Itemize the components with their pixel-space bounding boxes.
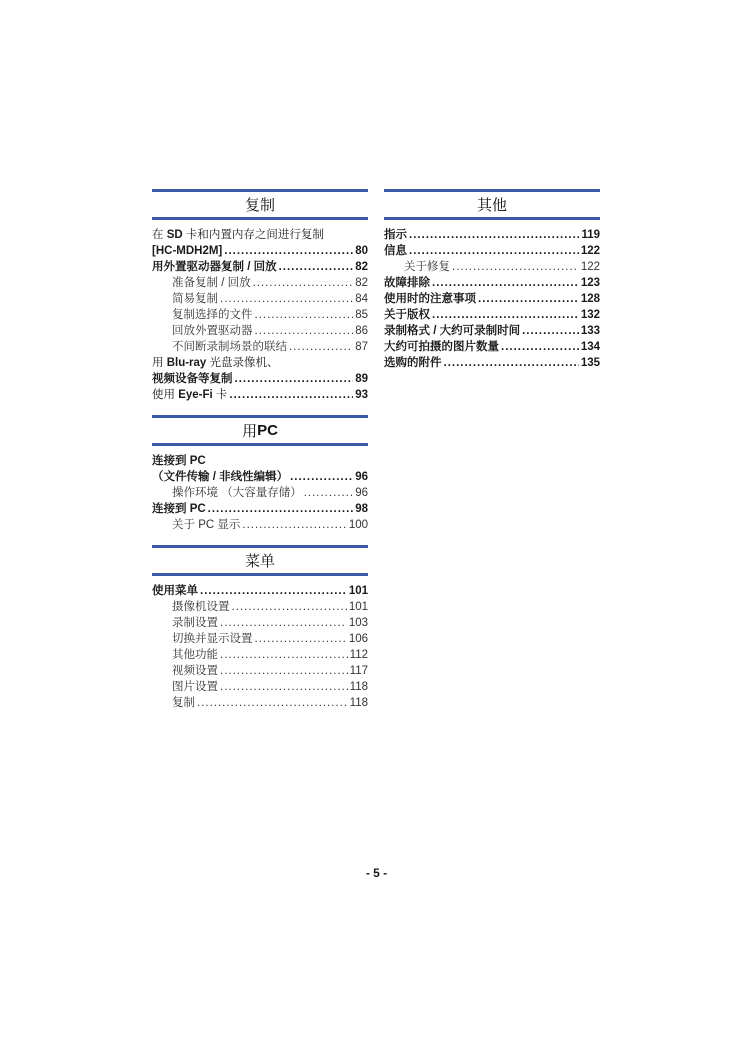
- leader-dots: [220, 615, 347, 631]
- leader-dots: [444, 355, 579, 371]
- leader-dots: [452, 259, 579, 275]
- other-entries: [384, 227, 600, 371]
- toc-entry-video-device-copy[interactable]: 视频设备等复制 ..... 89: [152, 371, 368, 387]
- leader-dots: [409, 243, 579, 259]
- page-number-footer: - 5 -: [365, 866, 388, 880]
- page-number: 133: [580, 325, 600, 337]
- toc-subentry[interactable]: 其他功能 ..... 112: [152, 647, 368, 663]
- menu-entries: [152, 583, 368, 711]
- copy-entries: [152, 227, 368, 403]
- page-number: 132: [580, 309, 600, 321]
- page-number: 89: [355, 373, 368, 385]
- toc-entry-sd-copy-model[interactable]: [HC-MDH2M] ..... 80: [152, 243, 368, 259]
- page-number: 101: [348, 601, 368, 613]
- page-number: 118: [349, 681, 368, 693]
- leader-dots: [224, 243, 353, 259]
- page-number: 106: [348, 633, 368, 645]
- toc-entry-connect-pc-2[interactable]: 连接到 PC ..... 98: [152, 501, 368, 517]
- toc-subentry[interactable]: 录制设置 ..... 103: [152, 615, 368, 631]
- toc-subentry[interactable]: 不间断录制场景的联结 ..... 87: [152, 339, 368, 355]
- toc-entry-file-transfer[interactable]: （文件传输 / 非线性编辑） ..... 96: [152, 469, 368, 485]
- page-number: 122: [580, 245, 600, 257]
- toc-entry-picture-count[interactable]: 大约可拍摄的图片数量 ..... 134: [384, 339, 600, 355]
- pc-entries: [152, 453, 368, 533]
- section-header-other: [384, 189, 600, 220]
- page-number: 98: [355, 503, 368, 515]
- section-header-pc: [152, 415, 368, 446]
- toc-entry-messages[interactable]: 信息 ..... 122: [384, 243, 600, 259]
- leader-dots: [220, 679, 348, 695]
- page-number: 85: [355, 309, 368, 321]
- toc-subentry[interactable]: 图片设置 ..... 118: [152, 679, 368, 695]
- page-number: 96: [355, 487, 368, 499]
- page-number: 101: [348, 585, 368, 597]
- page-number: 100: [348, 519, 368, 531]
- leader-dots: [232, 599, 347, 615]
- leader-dots: [290, 469, 353, 485]
- toc-subentry[interactable]: 准备复制 / 回放 ..... 82: [152, 275, 368, 291]
- leader-dots: [409, 227, 579, 243]
- leader-dots: [235, 371, 354, 387]
- page-number: 118: [349, 697, 368, 709]
- section-title-pc-b: PC: [257, 422, 278, 439]
- toc-entry-connect-pc[interactable]: 连接到 PC: [152, 455, 206, 467]
- page-number: 93: [355, 389, 368, 401]
- leader-dots: [220, 291, 353, 307]
- section-header-menu: [152, 545, 368, 576]
- toc-subentry[interactable]: 复制 ..... 118: [152, 695, 368, 711]
- page-number: 112: [349, 649, 368, 661]
- leader-dots: [229, 387, 353, 403]
- leader-dots: [289, 339, 353, 355]
- page-number: 82: [355, 261, 368, 273]
- toc-subentry[interactable]: 视频设置 ..... 117: [152, 663, 368, 679]
- toc-left-column: [152, 189, 368, 723]
- page-number: 135: [580, 357, 600, 369]
- page-number: 96: [355, 471, 368, 483]
- page-number: 128: [580, 293, 600, 305]
- section-header-copy: [152, 189, 368, 220]
- toc-subentry[interactable]: 切换并显示设置 ..... 106: [152, 631, 368, 647]
- leader-dots: [255, 631, 347, 647]
- toc-right-column: [384, 189, 600, 383]
- page-number: 119: [581, 229, 600, 241]
- page-number: 87: [355, 341, 368, 353]
- page-number: 84: [355, 293, 368, 305]
- leader-dots: [432, 275, 579, 291]
- toc-entry-indicators[interactable]: 指示 ..... 119: [384, 227, 600, 243]
- section-title-copy: 复制: [244, 197, 275, 214]
- leader-dots: [197, 695, 348, 711]
- page-number: 80: [355, 245, 368, 257]
- toc-entry-copyright[interactable]: 关于版权 ..... 132: [384, 307, 600, 323]
- leader-dots: [432, 307, 579, 323]
- leader-dots: [253, 275, 354, 291]
- leader-dots: [501, 339, 579, 355]
- page-number: 123: [580, 277, 600, 289]
- toc-subentry[interactable]: 复制选择的文件 ..... 85: [152, 307, 368, 323]
- section-title-pc-a: 用: [242, 423, 258, 440]
- section-title-menu: 菜单: [244, 553, 275, 570]
- leader-dots: [208, 501, 354, 517]
- toc-entry-bluray[interactable]: 用 Blu-ray 光盘录像机、: [152, 357, 279, 369]
- leader-dots: [200, 583, 347, 599]
- page-number: 134: [580, 341, 600, 353]
- toc-entry-eyefi[interactable]: 使用 Eye-Fi 卡 ..... 93: [152, 387, 368, 403]
- toc-subentry[interactable]: 摄像机设置 ..... 101: [152, 599, 368, 615]
- toc-subentry[interactable]: 关于 PC 显示 ..... 100: [152, 517, 368, 533]
- page-number: 117: [349, 665, 368, 677]
- toc-subentry[interactable]: 操作环境 （大容量存储） ..... 96: [152, 485, 368, 501]
- page-number: 86: [355, 325, 368, 337]
- toc-entry-cautions[interactable]: 使用时的注意事项 ..... 128: [384, 291, 600, 307]
- toc-subentry[interactable]: 简易复制 ..... 84: [152, 291, 368, 307]
- toc-entry-use-menu[interactable]: 使用菜单 ..... 101: [152, 583, 368, 599]
- page-number: 122: [580, 261, 600, 273]
- leader-dots: [279, 259, 354, 275]
- leader-dots: [304, 485, 354, 501]
- toc-entry-accessories[interactable]: 选购的附件 ..... 135: [384, 355, 600, 371]
- toc-entry-sd-copy[interactable]: 在 SD 卡和内置内存之间进行复制: [152, 229, 324, 241]
- toc-subentry[interactable]: 回放外置驱动器 ..... 86: [152, 323, 368, 339]
- toc-subentry[interactable]: 关于修复 ..... 122: [384, 259, 600, 275]
- page-number: 82: [355, 277, 368, 289]
- page-number: 103: [348, 617, 368, 629]
- leader-dots: [220, 663, 348, 679]
- leader-dots: [255, 323, 354, 339]
- section-title-other: 其他: [476, 197, 507, 214]
- toc-entry-troubleshooting[interactable]: 故障排除 ..... 123: [384, 275, 600, 291]
- toc-entry-recording-format[interactable]: 录制格式 / 大约可录制时间 ..... 133: [384, 323, 600, 339]
- leader-dots: [220, 647, 348, 663]
- leader-dots: [255, 307, 354, 323]
- leader-dots: [522, 323, 579, 339]
- leader-dots: [478, 291, 579, 307]
- toc-entry-external-drive[interactable]: 用外置驱动器复制 / 回放 ..... 82: [152, 259, 368, 275]
- leader-dots: [242, 517, 346, 533]
